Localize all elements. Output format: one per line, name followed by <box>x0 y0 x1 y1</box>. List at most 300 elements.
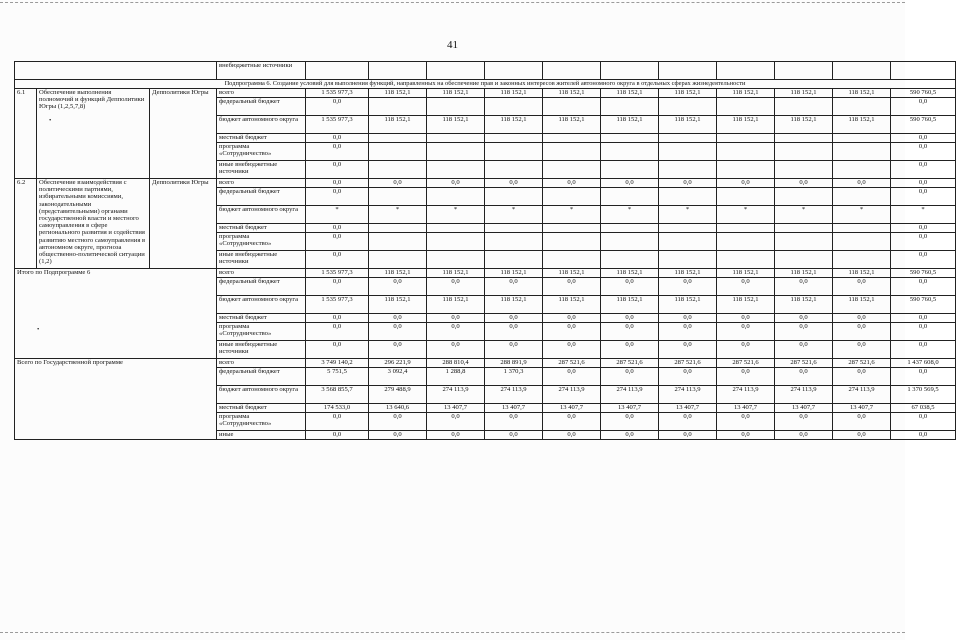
amount-cell: 0,0 <box>717 413 775 431</box>
amount-cell: 287 521,6 <box>659 359 717 368</box>
amount-cell: 0,0 <box>659 278 717 296</box>
amount-cell <box>659 233 717 251</box>
scan-bottom-border <box>0 632 905 633</box>
amount-cell: 0,0 <box>659 341 717 359</box>
amount-cell <box>659 98 717 116</box>
funding-source-cell: иные внебюджетные источники <box>217 251 306 269</box>
amount-cell: 0,0 <box>891 161 956 179</box>
amount-cell <box>485 161 543 179</box>
amount-cell: 590 760,5 <box>891 269 956 278</box>
amount-cell <box>369 224 427 233</box>
amount-cell: 118 152,1 <box>485 116 543 134</box>
amount-cell: 274 113,9 <box>543 386 601 404</box>
amount-cell: 13 407,7 <box>485 404 543 413</box>
amount-cell <box>717 134 775 143</box>
amount-cell: 0,0 <box>543 413 601 431</box>
amount-cell: 0,0 <box>543 341 601 359</box>
amount-cell <box>717 143 775 161</box>
amount-cell <box>833 98 891 116</box>
amount-cell: 0,0 <box>485 278 543 296</box>
funding-table-body <box>15 62 956 440</box>
amount-cell: 0,0 <box>306 134 369 143</box>
amount-cell: 0,0 <box>891 341 956 359</box>
amount-cell: 0,0 <box>306 98 369 116</box>
amount-cell: 1 370,3 <box>485 368 543 386</box>
amount-cell: 0,0 <box>369 323 427 341</box>
amount-cell: 0,0 <box>891 179 956 188</box>
amount-cell: 118 152,1 <box>601 89 659 98</box>
amount-cell: 118 152,1 <box>427 116 485 134</box>
amount-cell <box>485 62 543 80</box>
funding-source-cell: программа «Сотрудничество» <box>217 413 306 431</box>
funding-source-cell: иные <box>217 431 306 440</box>
amount-cell: 0,0 <box>369 413 427 431</box>
amount-cell <box>306 62 369 80</box>
table-row <box>15 269 956 278</box>
amount-cell <box>485 134 543 143</box>
amount-cell <box>369 143 427 161</box>
amount-cell <box>485 143 543 161</box>
amount-cell: 0,0 <box>891 224 956 233</box>
amount-cell: 288 891,9 <box>485 359 543 368</box>
amount-cell: 0,0 <box>833 278 891 296</box>
amount-cell: 1 437 608,0 <box>891 359 956 368</box>
amount-cell <box>601 161 659 179</box>
funding-source-cell: бюджет автономного округа <box>217 206 306 224</box>
amount-cell: 0,0 <box>306 314 369 323</box>
amount-cell <box>775 134 833 143</box>
funding-source-cell: федеральный бюджет <box>217 278 306 296</box>
amount-cell: 174 533,0 <box>306 404 369 413</box>
amount-cell <box>833 251 891 269</box>
funding-source-cell: иные внебюджетные источники <box>217 341 306 359</box>
amount-cell <box>833 134 891 143</box>
funding-source-cell: местный бюджет <box>217 314 306 323</box>
amount-cell: * <box>543 206 601 224</box>
amount-cell: 0,0 <box>601 431 659 440</box>
amount-cell <box>543 134 601 143</box>
funding-source-cell: программа «Сотрудничество» <box>217 323 306 341</box>
amount-cell <box>427 98 485 116</box>
amount-cell: 13 407,7 <box>601 404 659 413</box>
amount-cell: 118 152,1 <box>369 116 427 134</box>
amount-cell: 118 152,1 <box>485 89 543 98</box>
amount-cell: 118 152,1 <box>775 269 833 278</box>
amount-cell: 0,0 <box>485 431 543 440</box>
amount-cell <box>543 98 601 116</box>
amount-cell <box>775 161 833 179</box>
amount-cell: 118 152,1 <box>659 269 717 278</box>
amount-cell: 0,0 <box>306 224 369 233</box>
amount-cell: 118 152,1 <box>543 89 601 98</box>
amount-cell <box>369 233 427 251</box>
amount-cell <box>369 62 427 80</box>
amount-cell: 0,0 <box>891 368 956 386</box>
amount-cell: * <box>833 206 891 224</box>
amount-cell <box>775 251 833 269</box>
amount-cell: * <box>427 206 485 224</box>
amount-cell: 0,0 <box>775 278 833 296</box>
amount-cell: 118 152,1 <box>659 89 717 98</box>
amount-cell: 288 810,4 <box>427 359 485 368</box>
amount-cell <box>427 134 485 143</box>
amount-cell: 287 521,6 <box>601 359 659 368</box>
amount-cell: 0,0 <box>833 179 891 188</box>
amount-cell: 118 152,1 <box>427 269 485 278</box>
amount-cell <box>543 62 601 80</box>
amount-cell: 0,0 <box>306 413 369 431</box>
amount-cell: 287 521,6 <box>775 359 833 368</box>
amount-cell: 0,0 <box>659 323 717 341</box>
amount-cell: 118 152,1 <box>601 296 659 314</box>
amount-cell <box>775 98 833 116</box>
amount-cell: 118 152,1 <box>485 269 543 278</box>
amount-cell: 13 407,7 <box>775 404 833 413</box>
amount-cell: 296 221,9 <box>369 359 427 368</box>
amount-cell: 0,0 <box>717 323 775 341</box>
amount-cell: 1 535 977,3 <box>306 89 369 98</box>
amount-cell <box>369 188 427 206</box>
amount-cell: 13 407,7 <box>427 404 485 413</box>
funding-source-cell: бюджет автономного округа <box>217 296 306 314</box>
amount-cell: 0,0 <box>775 314 833 323</box>
amount-cell: 13 640,6 <box>369 404 427 413</box>
amount-cell: 0,0 <box>369 278 427 296</box>
amount-cell <box>601 233 659 251</box>
amount-cell: 0,0 <box>891 278 956 296</box>
amount-cell: 0,0 <box>891 134 956 143</box>
amount-cell: 118 152,1 <box>427 296 485 314</box>
amount-cell <box>659 134 717 143</box>
amount-cell: 287 521,6 <box>717 359 775 368</box>
amount-cell: 0,0 <box>543 179 601 188</box>
amount-cell: 3 568 855,7 <box>306 386 369 404</box>
amount-cell: 118 152,1 <box>369 89 427 98</box>
amount-cell: 0,0 <box>833 413 891 431</box>
amount-cell: 0,0 <box>891 431 956 440</box>
amount-cell: 0,0 <box>775 368 833 386</box>
amount-cell: 590 760,5 <box>891 116 956 134</box>
amount-cell <box>601 134 659 143</box>
amount-cell: 0,0 <box>891 314 956 323</box>
amount-cell: 118 152,1 <box>601 116 659 134</box>
empty-cell <box>15 62 217 80</box>
amount-cell <box>717 251 775 269</box>
amount-cell: 0,0 <box>891 251 956 269</box>
amount-cell <box>369 161 427 179</box>
amount-cell: 118 152,1 <box>485 296 543 314</box>
amount-cell: 590 760,5 <box>891 296 956 314</box>
funding-source-cell: всего <box>217 89 306 98</box>
amount-cell: 13 407,7 <box>659 404 717 413</box>
amount-cell: 0,0 <box>601 368 659 386</box>
amount-cell <box>601 62 659 80</box>
amount-cell: 13 407,7 <box>717 404 775 413</box>
amount-cell: 118 152,1 <box>833 296 891 314</box>
amount-cell: 13 407,7 <box>833 404 891 413</box>
amount-cell <box>717 161 775 179</box>
amount-cell <box>833 62 891 80</box>
amount-cell: 3 749 140,2 <box>306 359 369 368</box>
amount-cell: 0,0 <box>543 278 601 296</box>
amount-cell: 0,0 <box>306 143 369 161</box>
subprogram-title-row <box>15 80 956 89</box>
amount-cell: 0,0 <box>369 431 427 440</box>
amount-cell: 0,0 <box>717 278 775 296</box>
table-row <box>15 62 956 80</box>
activity-number-cell: 6.2 <box>15 179 37 269</box>
amount-cell: 0,0 <box>775 341 833 359</box>
table-row <box>15 359 956 368</box>
amount-cell: 1 288,8 <box>427 368 485 386</box>
funding-source-cell: всего <box>217 179 306 188</box>
amount-cell <box>717 62 775 80</box>
amount-cell: 0,0 <box>717 179 775 188</box>
amount-cell: 0,0 <box>306 188 369 206</box>
amount-cell: 0,0 <box>659 179 717 188</box>
amount-cell: 274 113,9 <box>833 386 891 404</box>
activity-name: Обеспечение выполнения полномочий и функций Депполитики Югры (1,2,5,7,8) <box>39 89 145 111</box>
amount-cell: 0,0 <box>543 431 601 440</box>
amount-cell: 0,0 <box>427 278 485 296</box>
amount-cell: 287 521,6 <box>543 359 601 368</box>
amount-cell <box>427 161 485 179</box>
amount-cell: 0,0 <box>306 161 369 179</box>
amount-cell <box>833 233 891 251</box>
amount-cell <box>775 143 833 161</box>
amount-cell: 118 152,1 <box>717 269 775 278</box>
total-label-cell <box>15 269 217 359</box>
amount-cell: 3 092,4 <box>369 368 427 386</box>
amount-cell: 0,0 <box>369 341 427 359</box>
bullet-mark: • <box>37 326 40 334</box>
amount-cell <box>891 62 956 80</box>
amount-cell <box>601 224 659 233</box>
amount-cell: 0,0 <box>306 233 369 251</box>
amount-cell: 274 113,9 <box>427 386 485 404</box>
amount-cell: 0,0 <box>775 179 833 188</box>
amount-cell <box>833 188 891 206</box>
funding-source-cell: федеральный бюджет <box>217 188 306 206</box>
amount-cell <box>485 233 543 251</box>
amount-cell <box>485 188 543 206</box>
amount-cell: 118 152,1 <box>717 89 775 98</box>
amount-cell <box>659 224 717 233</box>
amount-cell: 274 113,9 <box>775 386 833 404</box>
funding-source-cell: федеральный бюджет <box>217 98 306 116</box>
amount-cell <box>485 251 543 269</box>
amount-cell: 118 152,1 <box>833 269 891 278</box>
amount-cell <box>775 188 833 206</box>
amount-cell: 0,0 <box>659 431 717 440</box>
amount-cell: 274 113,9 <box>659 386 717 404</box>
amount-cell: 0,0 <box>427 323 485 341</box>
amount-cell: 118 152,1 <box>659 296 717 314</box>
activity-name-cell <box>37 179 150 269</box>
amount-cell: 118 152,1 <box>659 116 717 134</box>
amount-cell <box>427 233 485 251</box>
amount-cell <box>369 98 427 116</box>
amount-cell <box>601 188 659 206</box>
amount-cell: 5 751,5 <box>306 368 369 386</box>
funding-source-cell: всего <box>217 269 306 278</box>
amount-cell: 0,0 <box>717 314 775 323</box>
amount-cell: 0,0 <box>601 314 659 323</box>
funding-source-cell: программа «Сотрудничество» <box>217 233 306 251</box>
amount-cell: 274 113,9 <box>601 386 659 404</box>
amount-cell <box>717 233 775 251</box>
funding-source-cell: иные внебюджетные источники <box>217 161 306 179</box>
amount-cell: 118 152,1 <box>427 89 485 98</box>
amount-cell <box>659 251 717 269</box>
amount-cell <box>775 62 833 80</box>
amount-cell: 118 152,1 <box>543 116 601 134</box>
amount-cell: 1 535 977,3 <box>306 269 369 278</box>
amount-cell: 0,0 <box>306 341 369 359</box>
scan-top-border <box>0 2 905 3</box>
amount-cell: 0,0 <box>427 179 485 188</box>
amount-cell: 287 521,6 <box>833 359 891 368</box>
amount-cell: 0,0 <box>427 413 485 431</box>
amount-cell: 0,0 <box>427 341 485 359</box>
amount-cell: 0,0 <box>543 323 601 341</box>
amount-cell: 13 407,7 <box>543 404 601 413</box>
funding-source-cell: местный бюджет <box>217 134 306 143</box>
amount-cell: 118 152,1 <box>775 89 833 98</box>
amount-cell: 0,0 <box>891 233 956 251</box>
amount-cell: 1 535 977,3 <box>306 116 369 134</box>
amount-cell: 118 152,1 <box>543 296 601 314</box>
funding-source-cell: внебюджетные источники <box>217 62 306 80</box>
amount-cell: 0,0 <box>543 314 601 323</box>
funding-source-cell: федеральный бюджет <box>217 368 306 386</box>
funding-source-cell: всего <box>217 359 306 368</box>
amount-cell: 0,0 <box>891 188 956 206</box>
amount-cell: 279 488,9 <box>369 386 427 404</box>
amount-cell: 0,0 <box>601 278 659 296</box>
amount-cell <box>833 224 891 233</box>
amount-cell <box>601 143 659 161</box>
amount-cell <box>543 188 601 206</box>
amount-cell: 0,0 <box>775 413 833 431</box>
funding-source-cell: местный бюджет <box>217 404 306 413</box>
total-label: Всего по Государственной программе <box>17 359 123 366</box>
amount-cell: * <box>717 206 775 224</box>
amount-cell <box>601 98 659 116</box>
amount-cell: 0,0 <box>659 413 717 431</box>
amount-cell: 0,0 <box>427 314 485 323</box>
amount-cell: 0,0 <box>891 98 956 116</box>
amount-cell <box>717 224 775 233</box>
amount-cell <box>543 224 601 233</box>
amount-cell: * <box>306 206 369 224</box>
amount-cell <box>601 251 659 269</box>
amount-cell: 274 113,9 <box>717 386 775 404</box>
activity-name-cell <box>37 89 150 179</box>
amount-cell: 0,0 <box>659 368 717 386</box>
amount-cell: 0,0 <box>833 341 891 359</box>
amount-cell: 0,0 <box>543 368 601 386</box>
amount-cell: 0,0 <box>775 323 833 341</box>
bullet-mark: • <box>49 116 52 124</box>
amount-cell: 0,0 <box>717 431 775 440</box>
table-row <box>15 89 956 98</box>
amount-cell <box>369 251 427 269</box>
amount-cell: 0,0 <box>306 179 369 188</box>
amount-cell: * <box>369 206 427 224</box>
funding-source-cell: бюджет автономного округа <box>217 386 306 404</box>
amount-cell <box>833 143 891 161</box>
amount-cell: 118 152,1 <box>775 296 833 314</box>
amount-cell <box>717 188 775 206</box>
total-label-cell <box>15 359 217 440</box>
amount-cell <box>659 62 717 80</box>
amount-cell: 0,0 <box>485 341 543 359</box>
amount-cell: 118 152,1 <box>369 296 427 314</box>
page-number: 41 <box>447 39 458 51</box>
amount-cell: 274 113,9 <box>485 386 543 404</box>
amount-cell: * <box>659 206 717 224</box>
amount-cell: * <box>775 206 833 224</box>
amount-cell <box>659 188 717 206</box>
amount-cell: 0,0 <box>306 251 369 269</box>
amount-cell: 118 152,1 <box>601 269 659 278</box>
amount-cell: 0,0 <box>601 179 659 188</box>
amount-cell: 0,0 <box>427 431 485 440</box>
funding-source-cell: местный бюджет <box>217 224 306 233</box>
amount-cell: 118 152,1 <box>717 296 775 314</box>
amount-cell <box>717 98 775 116</box>
activity-number-cell: 6.1 <box>15 89 37 179</box>
amount-cell: 0,0 <box>485 179 543 188</box>
amount-cell: 0,0 <box>659 314 717 323</box>
amount-cell: 0,0 <box>833 314 891 323</box>
amount-cell: 0,0 <box>601 341 659 359</box>
amount-cell <box>543 251 601 269</box>
funding-source-cell: программа «Сотрудничество» <box>217 143 306 161</box>
amount-cell: 0,0 <box>833 368 891 386</box>
amount-cell: 118 152,1 <box>717 116 775 134</box>
amount-cell: 0,0 <box>485 323 543 341</box>
amount-cell <box>427 143 485 161</box>
amount-cell <box>427 251 485 269</box>
amount-cell: 0,0 <box>891 413 956 431</box>
amount-cell <box>775 224 833 233</box>
amount-cell <box>369 134 427 143</box>
amount-cell: * <box>601 206 659 224</box>
amount-cell: 0,0 <box>833 431 891 440</box>
amount-cell <box>833 161 891 179</box>
amount-cell: 0,0 <box>306 278 369 296</box>
amount-cell: 0,0 <box>601 413 659 431</box>
amount-cell <box>659 161 717 179</box>
amount-cell <box>543 161 601 179</box>
activity-name: Обеспечение взаимодействия с политическими партиями, избирательными комиссиями, законодательными (представительными) органами государственной власти и местного самоуправления в сфере регионального развития и содействия развитию местного самоуправления в автономном округе, прогноза общественно-политической ситуации (1,2) <box>39 179 146 266</box>
amount-cell: 0,0 <box>306 323 369 341</box>
amount-cell: 1 535 977,3 <box>306 296 369 314</box>
amount-cell: 0,0 <box>891 323 956 341</box>
amount-cell: * <box>485 206 543 224</box>
amount-cell <box>543 143 601 161</box>
amount-cell: 0,0 <box>775 431 833 440</box>
table-row <box>15 179 956 188</box>
amount-cell <box>659 143 717 161</box>
amount-cell <box>427 62 485 80</box>
amount-cell <box>543 233 601 251</box>
amount-cell: 0,0 <box>891 143 956 161</box>
amount-cell: 118 152,1 <box>833 89 891 98</box>
subprogram-title: Подпрограмма 6. Создание условий для выполнения функций, направленных на обеспечение прав и законных интересов жителей автономного округа в отдельных сферах жизнедеятельности <box>15 80 956 89</box>
